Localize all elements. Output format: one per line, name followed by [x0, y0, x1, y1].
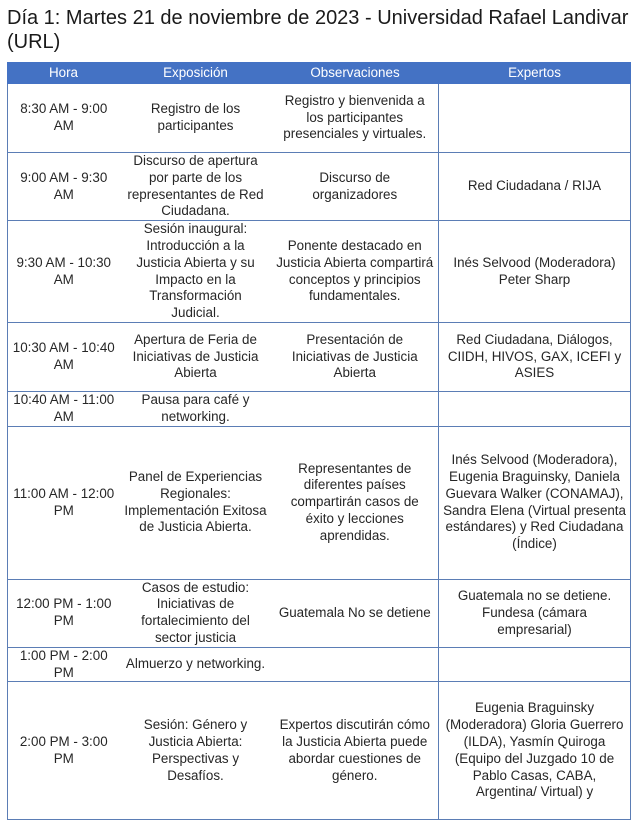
- column-header-hora: Hora: [8, 63, 120, 84]
- cell-expertos: Red Ciudadana, Diálogos, CIIDH, HIVOS, GAX, ICEFI y ASIES: [439, 322, 631, 391]
- cell-exposicion: Registro de los participantes: [120, 84, 272, 153]
- cell-expertos: Red Ciudadana / RIJA: [439, 153, 631, 221]
- cell-hora: 12:00 PM - 1:00 PM: [8, 579, 120, 647]
- cell-observaciones: Guatemala No se detiene: [272, 579, 439, 647]
- cell-observaciones: Discurso de organizadores: [272, 153, 439, 221]
- cell-observaciones: Registro y bienvenida a los participantes presenciales y virtuales.: [272, 84, 439, 153]
- cell-expertos: [439, 84, 631, 153]
- cell-expertos: [439, 391, 631, 426]
- table-header-row: [8, 63, 631, 84]
- cell-hora: 9:30 AM - 10:30 AM: [8, 221, 120, 323]
- cell-exposicion: Discurso de apertura por parte de los representantes de Red Ciudadana.: [120, 153, 272, 221]
- cell-observaciones: Representantes de diferentes países compartirán casos de éxito y lecciones aprendidas.: [272, 426, 439, 579]
- cell-observaciones: Ponente destacado en Justicia Abierta compartirá conceptos y principios fundamentales.: [272, 221, 439, 323]
- cell-observaciones: Presentación de Iniciativas de Justicia Abierta: [272, 322, 439, 391]
- table-row: [8, 221, 631, 323]
- cell-observaciones: [272, 647, 439, 682]
- document-title: Día 1: Martes 21 de noviembre de 2023 - Universidad Rafael Landivar (URL): [7, 7, 629, 53]
- table-row: [8, 682, 631, 820]
- column-header-observaciones: Observaciones: [272, 63, 439, 84]
- cell-expertos: Eugenia Braguinsky (Moderadora) Gloria Guerrero (ILDA), Yasmín Quiroga (Equipo del Juzgado 10 de Pablo Casas, CABA, Argentina/ Virtual) y: [439, 682, 631, 820]
- cell-exposicion: Casos de estudio: Iniciativas de fortalecimiento del sector justicia: [120, 579, 272, 647]
- table-row: [8, 647, 631, 682]
- cell-exposicion: Almuerzo y networking.: [120, 647, 272, 682]
- cell-exposicion: Sesión: Género y Justicia Abierta: Perspectivas y Desafíos.: [120, 682, 272, 820]
- cell-observaciones: [272, 391, 439, 426]
- cell-hora: 8:30 AM - 9:00 AM: [8, 84, 120, 153]
- table-row: [8, 579, 631, 647]
- cell-expertos: Guatemala no se detiene. Fundesa (cámara empresarial): [439, 579, 631, 647]
- cell-expertos: [439, 647, 631, 682]
- cell-hora: 2:00 PM - 3:00 PM: [8, 682, 120, 820]
- table-row: [8, 153, 631, 221]
- schedule-table: [7, 62, 631, 820]
- column-header-exposicion: Exposición: [120, 63, 272, 84]
- cell-hora: 10:40 AM - 11:00 AM: [8, 391, 120, 426]
- cell-exposicion: Pausa para café y networking.: [120, 391, 272, 426]
- cell-exposicion: Apertura de Feria de Iniciativas de Justicia Abierta: [120, 322, 272, 391]
- cell-exposicion: Sesión inaugural: Introducción a la Justicia Abierta y su Impacto en la Transformación Judicial.: [120, 221, 272, 323]
- cell-hora: 11:00 AM - 12:00 PM: [8, 426, 120, 579]
- cell-hora: 1:00 PM - 2:00 PM: [8, 647, 120, 682]
- column-header-expertos: Expertos: [439, 63, 631, 84]
- cell-hora: 10:30 AM - 10:40 AM: [8, 322, 120, 391]
- table-row: [8, 426, 631, 579]
- cell-expertos: Inés Selvood (Moderadora) Peter Sharp: [439, 221, 631, 323]
- cell-hora: 9:00 AM - 9:30 AM: [8, 153, 120, 221]
- cell-expertos: Inés Selvood (Moderadora), Eugenia Braguinsky, Daniela Guevara Walker (CONAMAJ), Sandra Elena (Virtual presenta estándares) y Red Ciudadana (Índice): [439, 426, 631, 579]
- table-row: [8, 84, 631, 153]
- table-row: [8, 391, 631, 426]
- cell-exposicion: Panel de Experiencias Regionales: Implementación Exitosa de Justicia Abierta.: [120, 426, 272, 579]
- table-row: [8, 322, 631, 391]
- cell-observaciones: Expertos discutirán cómo la Justicia Abierta puede abordar cuestiones de género.: [272, 682, 439, 820]
